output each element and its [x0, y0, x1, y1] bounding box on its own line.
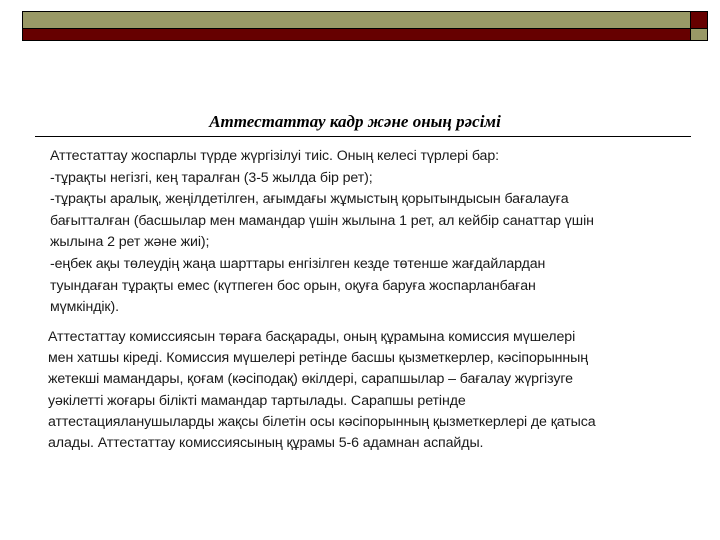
header-bar-maroon: [22, 28, 691, 41]
text-line: алады. Аттестаттау комиссиясының құрамы 5-6 адамнан аспайды.: [48, 435, 484, 452]
text-line: жылына 2 рет және жиі);: [50, 234, 210, 251]
header-bar-olive: [22, 11, 691, 29]
text-line: туындаған тұрақты емес (күтпеген бос орын, оқуға баруға жоспарланбаған: [50, 277, 536, 294]
text-line: -тұрақты негізгі, кең таралған (3-5 жылда бір рет);: [50, 169, 373, 186]
title-divider: [35, 136, 691, 137]
text-line: Аттестаттау комиссиясын төраға басқарады, оның құрамына комиссия мүшелері: [48, 329, 576, 345]
paragraph-commission: [48, 327, 713, 454]
text-line: мен хатшы кіреді. Комиссия мүшелері ретінде басшы қызметкерлер, кәсіпорынның: [48, 350, 588, 367]
text-line: бағытталған (басшылар мен мамандар үшін жылына 1 рет, ал кейбір санаттар үшін: [50, 212, 594, 229]
text-line: -еңбек ақы төлеудің жаңа шарттары енгізілген кезде төтенше жағдайлардан: [50, 255, 546, 272]
paragraph-attestation-types: [50, 146, 710, 319]
text-line: Аттестаттау жоспарлы түрде жүргізілуі тиіс. Оның келесі түрлері бар:: [50, 148, 499, 164]
text-line: уәкілетті жоғары білікті мамандар тартылады. Сарапшы ретінде: [48, 392, 466, 409]
text-line: -тұрақты аралық, жеңілдетілген, ағымдағы жұмыстың қорытындысын бағалауға: [50, 191, 569, 208]
header-square-olive: [690, 28, 708, 41]
header-square-maroon: [690, 11, 708, 29]
text-line: мүмкіндік).: [50, 299, 119, 316]
text-line: жетекші мамандары, қоғам (кәсіподақ) өкілдері, сарапшылар – бағалау жүргізуге: [48, 371, 573, 388]
text-line: аттестацияланушыларды жақсы білетін осы кәсіпорынның қызметкерлері де қатыса: [48, 413, 596, 430]
slide-title: Аттестаттау кадр және оның рәсімі: [209, 112, 501, 131]
